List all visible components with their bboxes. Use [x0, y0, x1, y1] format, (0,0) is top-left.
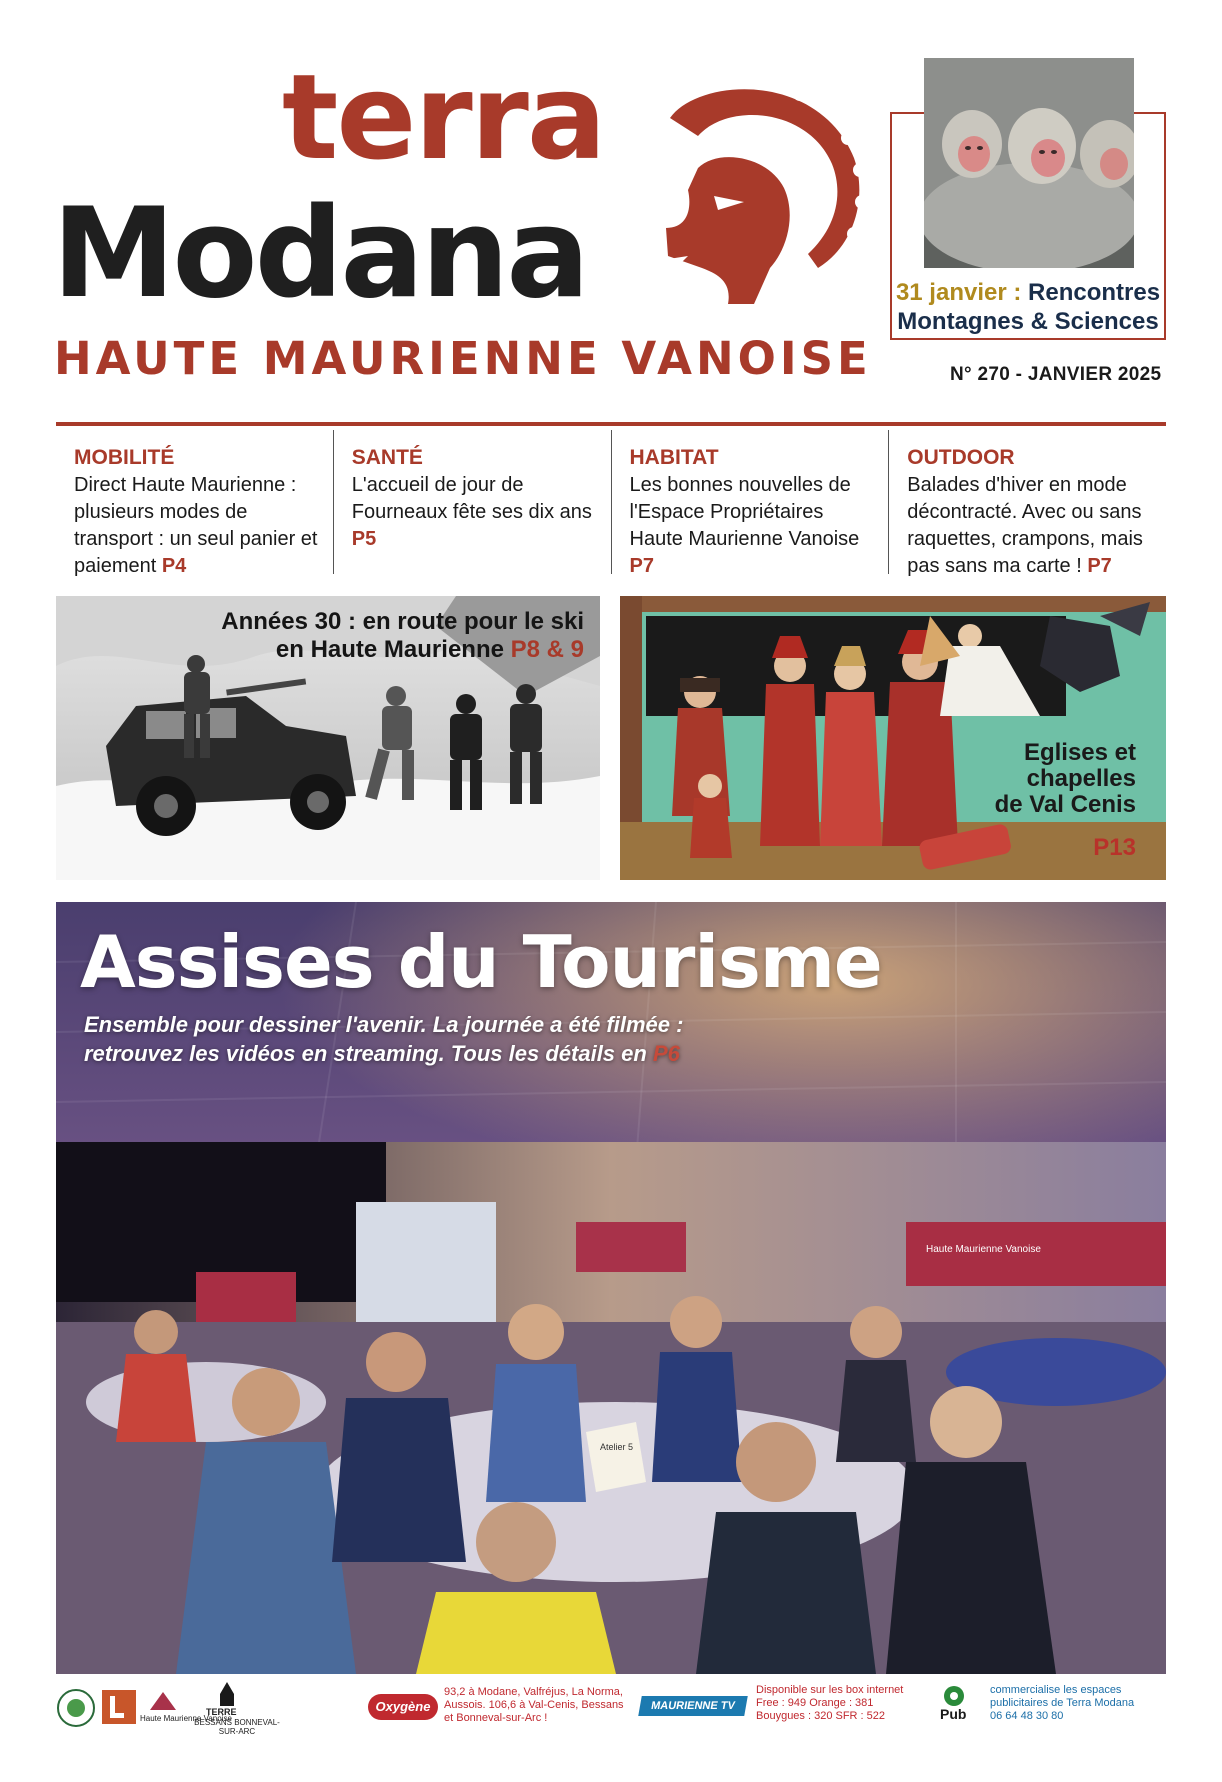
- teaser-date: 31 janvier :: [895, 279, 1022, 306]
- rubric-sante[interactable]: [333, 430, 611, 574]
- hero-lead-line1: Ensemble pour dessiner l'avenir. La journée a été filmée :: [84, 1012, 684, 1037]
- activ-pub-icon: [942, 1684, 966, 1708]
- rubric-text: [907, 472, 1156, 580]
- banner-label: Haute Maurienne Vanoise: [926, 1244, 1041, 1255]
- page-ref: P4: [161, 555, 187, 577]
- hero-title: Assises du Tourisme: [80, 920, 882, 1004]
- rubric-heading: SANTÉ: [351, 446, 423, 469]
- ski-headline: [221, 608, 584, 664]
- page-ref: P7: [1087, 555, 1112, 577]
- hero-lead-line2: retrouvez les vidéos en streaming. Tous les détails en: [84, 1041, 647, 1066]
- radio-frequencies: [444, 1686, 624, 1725]
- page-ref: P8 & 9: [510, 636, 584, 663]
- teaser-headline[interactable]: [894, 278, 1162, 336]
- rubric-habitat[interactable]: [611, 430, 889, 577]
- page-ref: P13: [1093, 834, 1136, 861]
- rubric-text: [74, 472, 323, 580]
- page-ref: P6: [652, 1041, 680, 1066]
- imprimerie-badge-icon: [56, 1688, 96, 1728]
- easel-sign: Atelier 5: [600, 1442, 634, 1452]
- hmv-mini-logo-icon: [148, 1690, 178, 1712]
- rubric-summary: L'accueil de jour de Fourneaux fête ses dix ans: [351, 474, 592, 523]
- footer-partners: [56, 1680, 1166, 1770]
- tv-line: Disponible sur les box internet: [756, 1684, 904, 1696]
- activ-pub-logo: Pub: [940, 1706, 967, 1722]
- rubric-heading: HABITAT: [629, 446, 719, 469]
- rubrics-row: [56, 430, 1166, 577]
- ski-headline-line2: en Haute Maurienne: [275, 636, 504, 663]
- pub-phone: 06 64 48 30 80: [990, 1710, 1064, 1722]
- rubric-summary: Direct Haute Maurienne : plusieurs modes de transport : un seul panier et paiement: [74, 474, 318, 577]
- logo-modana: Modana: [52, 182, 587, 326]
- l2-logo-icon: [102, 1690, 136, 1724]
- logo-terra: terra: [282, 48, 605, 186]
- pub-contact: [990, 1684, 1134, 1723]
- rubric-heading: OUTDOOR: [907, 446, 1015, 469]
- church-icon: [212, 1680, 242, 1706]
- church-fresco-illustration: [620, 596, 1166, 880]
- fresco-headline-line3: de Val Cenis: [994, 791, 1136, 818]
- rubric-mobilite[interactable]: [56, 430, 333, 577]
- radio-oxygene-logo: Oxygène: [368, 1694, 438, 1720]
- hmv-mini-label: Haute Maurienne Vanoise: [140, 1714, 232, 1723]
- page-ref: P7: [629, 555, 654, 577]
- ski-photo-teaser[interactable]: [56, 596, 600, 880]
- rubric-outdoor[interactable]: [888, 430, 1166, 577]
- maurienne-tv-logo: MAURIENNE TV: [638, 1696, 748, 1716]
- ibex-logo-icon: [658, 78, 868, 308]
- teaser-photo-macaques[interactable]: [924, 58, 1134, 268]
- radio-line: 93,2 à Modane, Valfréjus, La Norma,: [444, 1686, 623, 1698]
- hero-lead: [84, 1010, 844, 1068]
- radio-line: Aussois. 106,6 à Val-Cenis, Bessans: [444, 1699, 624, 1711]
- logo-tagline: HAUTE MAURIENNE VANOISE: [54, 332, 872, 385]
- masthead-divider: [56, 422, 1166, 426]
- fresco-headline-line2: chapelles: [1026, 765, 1136, 792]
- rubric-text: [630, 472, 879, 580]
- hero-feature[interactable]: [56, 902, 1166, 1674]
- page-ref: P5: [351, 528, 377, 550]
- rubric-heading: MOBILITÉ: [74, 446, 175, 469]
- fresco-headline-line1: Eglises et: [1023, 739, 1136, 766]
- fresco-headline: [995, 740, 1136, 818]
- rubric-summary: Balades d'hiver en mode décontracté. Avec ou sans raquettes, crampons, mais pas sans ma carte !: [907, 474, 1143, 577]
- teaser-title-line2: Montagnes & Sciences: [897, 308, 1159, 335]
- rubric-summary: Les bonnes nouvelles de l'Espace Propriétaires Haute Maurienne Vanoise: [629, 474, 860, 550]
- tv-channels: [756, 1684, 903, 1723]
- issue-number: N° 270 - JANVIER 2025: [950, 364, 1162, 385]
- fresco-photo-teaser[interactable]: [620, 596, 1166, 880]
- bessans-label: BESSANS BONNEVAL-SUR-ARC: [194, 1718, 280, 1736]
- macaque-illustration: [924, 58, 1134, 268]
- tv-line: Bouygues : 320 SFR : 522: [756, 1710, 886, 1722]
- pub-line: publicitaires de Terra Modana: [990, 1697, 1135, 1709]
- ski-headline-line1: Années 30 : en route pour le ski: [221, 608, 584, 635]
- tv-line: Free : 949 Orange : 381: [756, 1697, 874, 1709]
- pub-line: commercialise les espaces: [990, 1684, 1122, 1696]
- terre-logo: TERRE: [206, 1707, 237, 1717]
- teaser-title-line1: Rencontres: [1028, 279, 1161, 306]
- rubric-text: [352, 472, 601, 553]
- radio-line: et Bonneval-sur-Arc !: [444, 1712, 548, 1724]
